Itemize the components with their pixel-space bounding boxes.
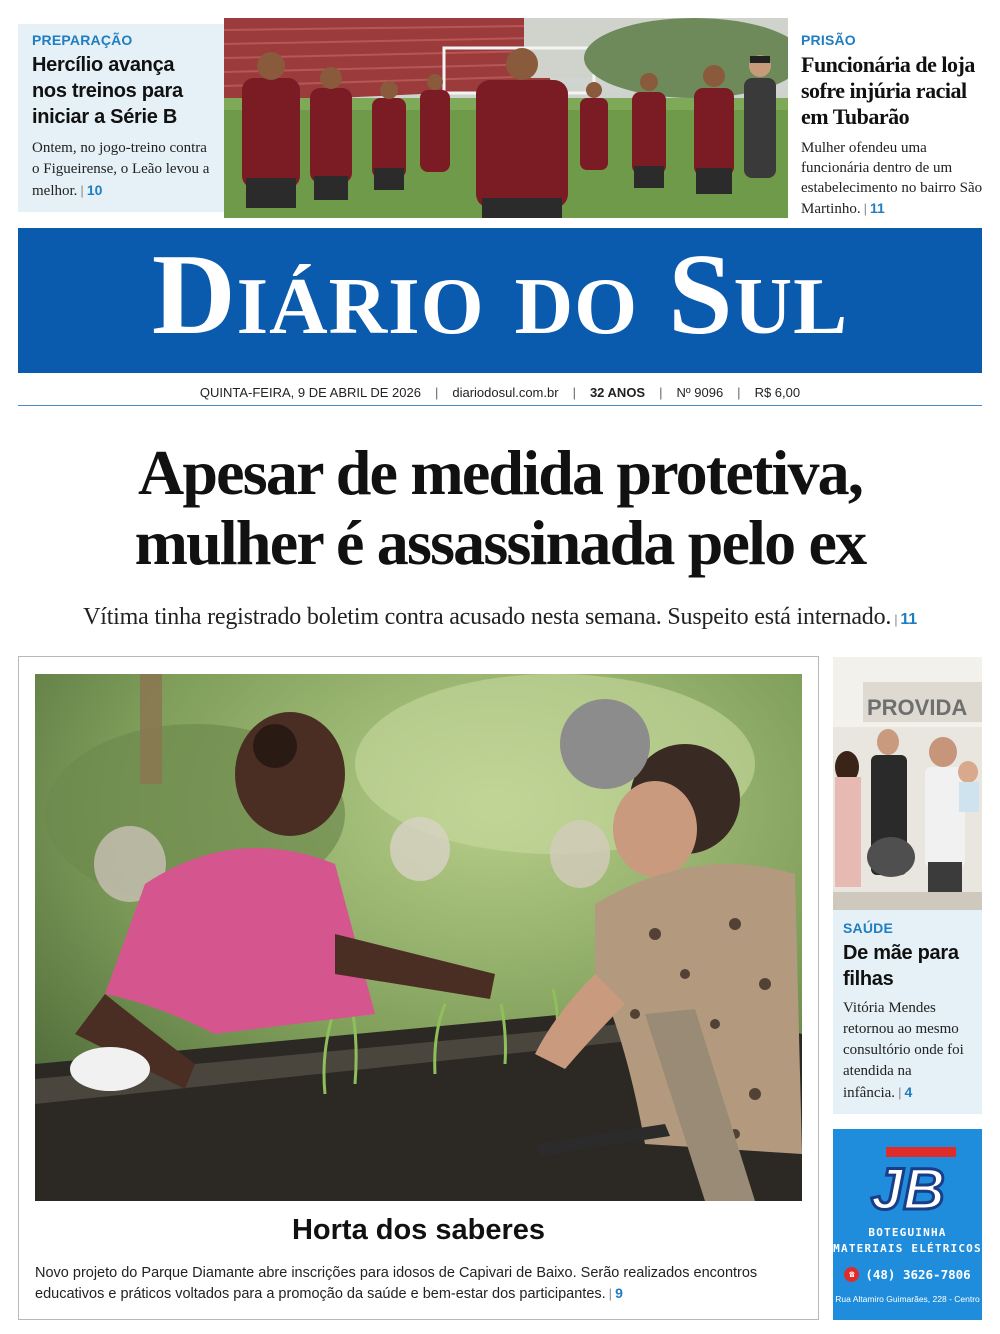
- jb-logo-text: JB: [870, 1157, 945, 1217]
- ad-line-2: MATERIAIS ELÉTRICOS: [833, 1242, 982, 1255]
- price: R$ 6,00: [754, 384, 801, 400]
- page-separator: |: [80, 183, 84, 198]
- feature-title[interactable]: Horta dos saberes: [291, 1214, 546, 1246]
- main-subhead: [18, 604, 982, 631]
- side-body: [843, 998, 977, 1104]
- feature-body: [35, 1263, 805, 1304]
- side-page[interactable]: 4: [904, 1084, 913, 1100]
- garden-illustration: [35, 674, 802, 1201]
- teaser-left-body: [32, 138, 210, 202]
- side-title[interactable]: De mãe para filhas: [843, 942, 959, 990]
- ad-address: Rua Altamiro Guimarães, 228 - Centro: [835, 1294, 980, 1304]
- football-training-photo[interactable]: [224, 18, 788, 218]
- football-training-illustration: [224, 18, 788, 218]
- edition-date: QUINTA-FEIRA, 9 DE ABRIL DE 2026: [199, 384, 421, 400]
- teaser-right-title[interactable]: Funcionária de loja sofre injúria racial em Tubarão: [801, 52, 975, 129]
- teaser-left-kicker: PREPARAÇÃO: [32, 32, 133, 48]
- garden-photo[interactable]: [35, 674, 802, 1201]
- teaser-left-title[interactable]: Hercílio avança nos treinos para iniciar a Série B: [32, 54, 183, 128]
- side-story-text: [843, 920, 977, 1104]
- years-badge: 32 ANOS: [589, 384, 646, 400]
- main-headline[interactable]: [18, 438, 982, 578]
- page-separator: |: [894, 612, 898, 627]
- page-separator: |: [608, 1286, 613, 1301]
- page-separator: |: [898, 1085, 902, 1100]
- family-illustration: [833, 657, 982, 910]
- headline-page[interactable]: 11: [900, 611, 917, 628]
- advertisement[interactable]: [833, 1129, 982, 1320]
- provida-sign: PROVIDA: [867, 695, 968, 720]
- phone-icon: ☎: [844, 1267, 859, 1282]
- ad-phone[interactable]: [844, 1267, 970, 1282]
- edition-number: Nº 9096: [676, 384, 724, 400]
- masthead-title[interactable]: Diário do Sul: [151, 230, 849, 359]
- masthead-divider: [18, 405, 982, 406]
- teaser-right-kicker: PRISÃO: [801, 32, 856, 48]
- subhead-text: Vítima tinha registrado boletim contra acusado nesta semana. Suspeito está internado.: [83, 604, 892, 630]
- teaser-right-body: [801, 138, 990, 219]
- family-photo[interactable]: [833, 657, 982, 910]
- ad-line-1: BOTEGUINHA: [868, 1226, 947, 1239]
- headline-line-2: mulher é assassinada pelo ex: [134, 507, 866, 578]
- headline-line-1: Apesar de medida protetiva,: [137, 437, 863, 508]
- teaser-right[interactable]: [800, 24, 990, 218]
- feature-body-text: Novo projeto do Parque Diamante abre inscrições para idosos de Capivari de Baixo. Serão realizados encontros educativos e práticos voltados para a promoção da saúde e bem-estar dos participantes.: [35, 1265, 758, 1302]
- side-body-text: Vitória Mendes retornou ao mesmo consultório onde foi atendida na infância.: [843, 1000, 964, 1101]
- teaser-left[interactable]: [18, 24, 224, 212]
- jb-logo-icon: [858, 1143, 958, 1217]
- masthead: [18, 228, 982, 373]
- info-separator: |: [572, 384, 576, 400]
- site-link[interactable]: diariodosul.com.br: [452, 384, 559, 400]
- info-separator: |: [434, 384, 439, 400]
- side-kicker: SAÚDE: [843, 920, 894, 936]
- feature-page[interactable]: 9: [615, 1285, 623, 1301]
- ad-phone-number: (48) 3626-7806: [865, 1267, 971, 1282]
- edition-info-line: [18, 380, 982, 404]
- info-separator: |: [659, 384, 663, 400]
- page-separator: |: [863, 201, 867, 216]
- info-separator: |: [737, 384, 741, 400]
- teaser-right-page[interactable]: 11: [869, 200, 885, 216]
- teaser-left-body-text: Ontem, no jogo-treino contra o Figueirense, o Leão levou a melhor.: [32, 140, 210, 199]
- teaser-right-body-text: Mulher ofendeu uma funcionária dentro de um estabelecimento no bairro São Martinho.: [801, 140, 983, 217]
- teaser-left-page[interactable]: 10: [86, 182, 103, 198]
